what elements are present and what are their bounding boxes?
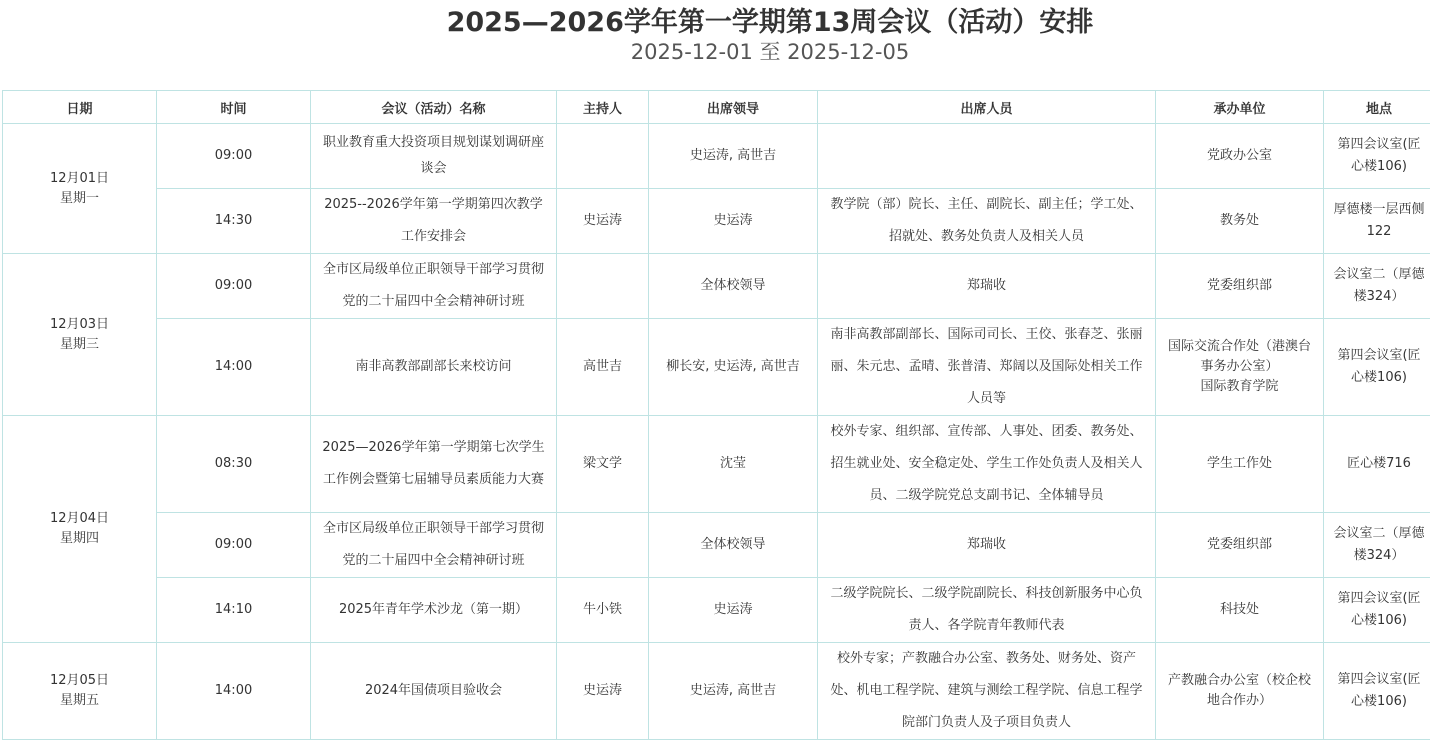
host-cell: 梁文学 bbox=[557, 416, 649, 513]
event-name-cell: 2025--2026学年第一学期第四次教学工作安排会 bbox=[311, 189, 557, 254]
table-row bbox=[3, 578, 1430, 643]
organizer-cell: 党政办公室 bbox=[1156, 124, 1324, 189]
organizer-cell bbox=[1156, 319, 1324, 416]
attendees-cell bbox=[818, 124, 1156, 189]
organizer-cell: 党委组织部 bbox=[1156, 254, 1324, 319]
leaders-cell: 沈莹 bbox=[649, 416, 818, 513]
organizer-cell: 党委组织部 bbox=[1156, 513, 1324, 578]
schedule-table bbox=[2, 90, 1430, 740]
col-attendees: 出席人员 bbox=[818, 91, 1156, 124]
date-cell bbox=[3, 643, 157, 740]
weekday-text: 星期五 bbox=[11, 691, 148, 711]
leaders-cell: 全体校领导 bbox=[649, 513, 818, 578]
leaders-cell: 史运涛 bbox=[649, 578, 818, 643]
event-name-cell: 2024年国债项目验收会 bbox=[311, 643, 557, 740]
location-cell: 第四会议室(匠心楼106) bbox=[1324, 578, 1430, 643]
organizer-cell: 产教融合办公室（校企校地合作办） bbox=[1156, 643, 1324, 740]
table-row bbox=[3, 643, 1430, 740]
location-cell: 会议室二（厚德楼324） bbox=[1324, 513, 1430, 578]
event-name-cell: 南非高教部副部长来校访问 bbox=[311, 319, 557, 416]
col-location: 地点 bbox=[1324, 91, 1430, 124]
time-cell: 09:00 bbox=[157, 124, 311, 189]
table-row bbox=[3, 189, 1430, 254]
attendees-cell: 二级学院院长、二级学院副院长、科技创新服务中心负责人、各学院青年教师代表 bbox=[818, 578, 1156, 643]
weekday-text: 星期一 bbox=[11, 189, 148, 209]
leaders-cell: 全体校领导 bbox=[649, 254, 818, 319]
table-row bbox=[3, 416, 1430, 513]
organizer-cell: 科技处 bbox=[1156, 578, 1324, 643]
date-cell bbox=[3, 254, 157, 416]
attendees-cell: 郑瑞收 bbox=[818, 254, 1156, 319]
header-row bbox=[3, 91, 1430, 124]
host-cell bbox=[557, 124, 649, 189]
event-name-cell: 2025—2026学年第一学期第七次学生工作例会暨第七届辅导员素质能力大赛 bbox=[311, 416, 557, 513]
page-title: 2025—2026学年第一学期第13周会议（活动）安排 bbox=[0, 4, 1430, 42]
col-organizer: 承办单位 bbox=[1156, 91, 1324, 124]
attendees-cell: 郑瑞收 bbox=[818, 513, 1156, 578]
col-leaders: 出席领导 bbox=[649, 91, 818, 124]
weekday-text: 星期四 bbox=[11, 529, 148, 549]
date-text: 12月01日 bbox=[11, 169, 148, 189]
event-name-cell: 全市区局级单位正职领导干部学习贯彻党的二十届四中全会精神研讨班 bbox=[311, 513, 557, 578]
time-cell: 14:10 bbox=[157, 578, 311, 643]
host-cell: 高世吉 bbox=[557, 319, 649, 416]
table-row bbox=[3, 513, 1430, 578]
leaders-cell: 柳长安, 史运涛, 高世吉 bbox=[649, 319, 818, 416]
time-cell: 09:00 bbox=[157, 254, 311, 319]
date-text: 12月03日 bbox=[11, 315, 148, 335]
attendees-cell: 教学院（部）院长、主任、副院长、副主任；学工处、招就处、教务处负责人及相关人员 bbox=[818, 189, 1156, 254]
table-row bbox=[3, 319, 1430, 416]
time-cell: 14:30 bbox=[157, 189, 311, 254]
leaders-cell: 史运涛, 高世吉 bbox=[649, 124, 818, 189]
organizer-text: 国际交流合作处（港澳台事务办公室） bbox=[1164, 337, 1315, 377]
host-cell bbox=[557, 513, 649, 578]
event-name-cell: 2025年青年学术沙龙（第一期） bbox=[311, 578, 557, 643]
attendees-cell: 校外专家、组织部、宣传部、人事处、团委、教务处、招生就业处、安全稳定处、学生工作处负责人及相关人员、二级学院党总支副书记、全体辅导员 bbox=[818, 416, 1156, 513]
location-cell: 会议室二（厚德楼324） bbox=[1324, 254, 1430, 319]
time-cell: 08:30 bbox=[157, 416, 311, 513]
col-name: 会议（活动）名称 bbox=[311, 91, 557, 124]
host-cell: 史运涛 bbox=[557, 643, 649, 740]
col-date: 日期 bbox=[3, 91, 157, 124]
host-cell: 牛小铁 bbox=[557, 578, 649, 643]
location-cell: 匠心楼716 bbox=[1324, 416, 1430, 513]
attendees-cell: 南非高教部副部长、国际司司长、王佼、张春芝、张丽丽、朱元忠、孟晴、张普清、郑阔以及国际处相关工作人员等 bbox=[818, 319, 1156, 416]
organizer-cell: 学生工作处 bbox=[1156, 416, 1324, 513]
date-range: 2025-12-01 至 2025-12-05 bbox=[0, 37, 1430, 67]
location-cell: 厚德楼一层西侧122 bbox=[1324, 189, 1430, 254]
date-cell bbox=[3, 124, 157, 254]
weekday-text: 星期三 bbox=[11, 335, 148, 355]
time-cell: 09:00 bbox=[157, 513, 311, 578]
date-cell bbox=[3, 416, 157, 643]
attendees-cell: 校外专家；产教融合办公室、教务处、财务处、资产处、机电工程学院、建筑与测绘工程学院、信息工程学院部门负责人及子项目负责人 bbox=[818, 643, 1156, 740]
table-row bbox=[3, 254, 1430, 319]
time-cell: 14:00 bbox=[157, 319, 311, 416]
date-text: 12月05日 bbox=[11, 671, 148, 691]
event-name-cell: 全市区局级单位正职领导干部学习贯彻党的二十届四中全会精神研讨班 bbox=[311, 254, 557, 319]
date-text: 12月04日 bbox=[11, 509, 148, 529]
col-host: 主持人 bbox=[557, 91, 649, 124]
host-cell bbox=[557, 254, 649, 319]
event-name-cell: 职业教育重大投资项目规划谋划调研座谈会 bbox=[311, 124, 557, 189]
leaders-cell: 史运涛, 高世吉 bbox=[649, 643, 818, 740]
table-row bbox=[3, 124, 1430, 189]
location-cell: 第四会议室(匠心楼106) bbox=[1324, 124, 1430, 189]
leaders-cell: 史运涛 bbox=[649, 189, 818, 254]
organizer-text-2: 国际教育学院 bbox=[1164, 377, 1315, 397]
organizer-cell: 教务处 bbox=[1156, 189, 1324, 254]
location-cell: 第四会议室(匠心楼106) bbox=[1324, 319, 1430, 416]
col-time: 时间 bbox=[157, 91, 311, 124]
time-cell: 14:00 bbox=[157, 643, 311, 740]
location-cell: 第四会议室(匠心楼106) bbox=[1324, 643, 1430, 740]
host-cell: 史运涛 bbox=[557, 189, 649, 254]
